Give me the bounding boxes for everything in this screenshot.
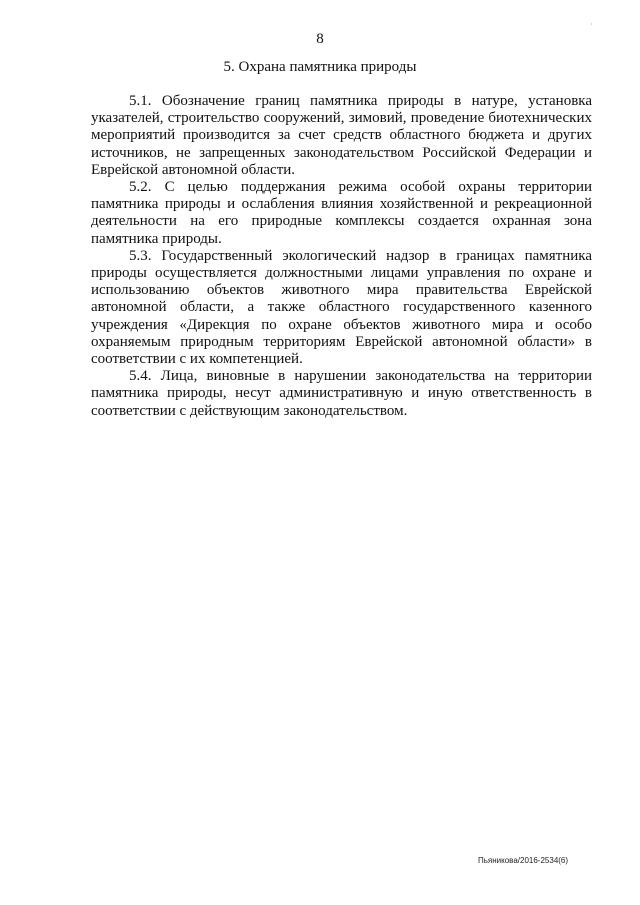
- section-title: 5. Охрана памятника природы: [223, 59, 417, 75]
- page-number: 8: [316, 31, 324, 47]
- paragraph-5-1: 5.1. Обозначение границ памятника природы в натуре, установка указателей, строительство сооружений, зимовий, проведение биотехнических мероприятий производится за счет средств областного бюджета и других источников, не запрещенных законодательством Российской Федерации и Еврейской автономной области.: [91, 93, 592, 178]
- paragraph-5-2: 5.2. С целью поддержания режима особой охраны территории памятника природы и ослабления влияния хозяйственной и рекреационной деятельности на его природные комплексы создается охранная зона памятника природы.: [91, 179, 592, 247]
- footer-document-code: Пьяникова/2016-2534(6): [478, 856, 569, 865]
- document-body: [91, 93, 592, 420]
- corner-mark: ·: [590, 20, 593, 29]
- paragraph-5-3: 5.3. Государственный экологический надзор в границах памятника природы осуществляется должностными лицами управления по охране и использованию объектов животного мира правительства Еврейской автономной области, а также областного государственного казенного учреждения «Дирекция по охране объектов животного мира и особо охраняемым природным территориям Еврейской автономной области» в соответствии с их компетенцией.: [91, 247, 592, 368]
- paragraph-5-4: 5.4. Лица, виновные в нарушении законодательства на территории памятника природы, несут административную и иную ответственность в соответствии с действующим законодательством.: [91, 368, 592, 419]
